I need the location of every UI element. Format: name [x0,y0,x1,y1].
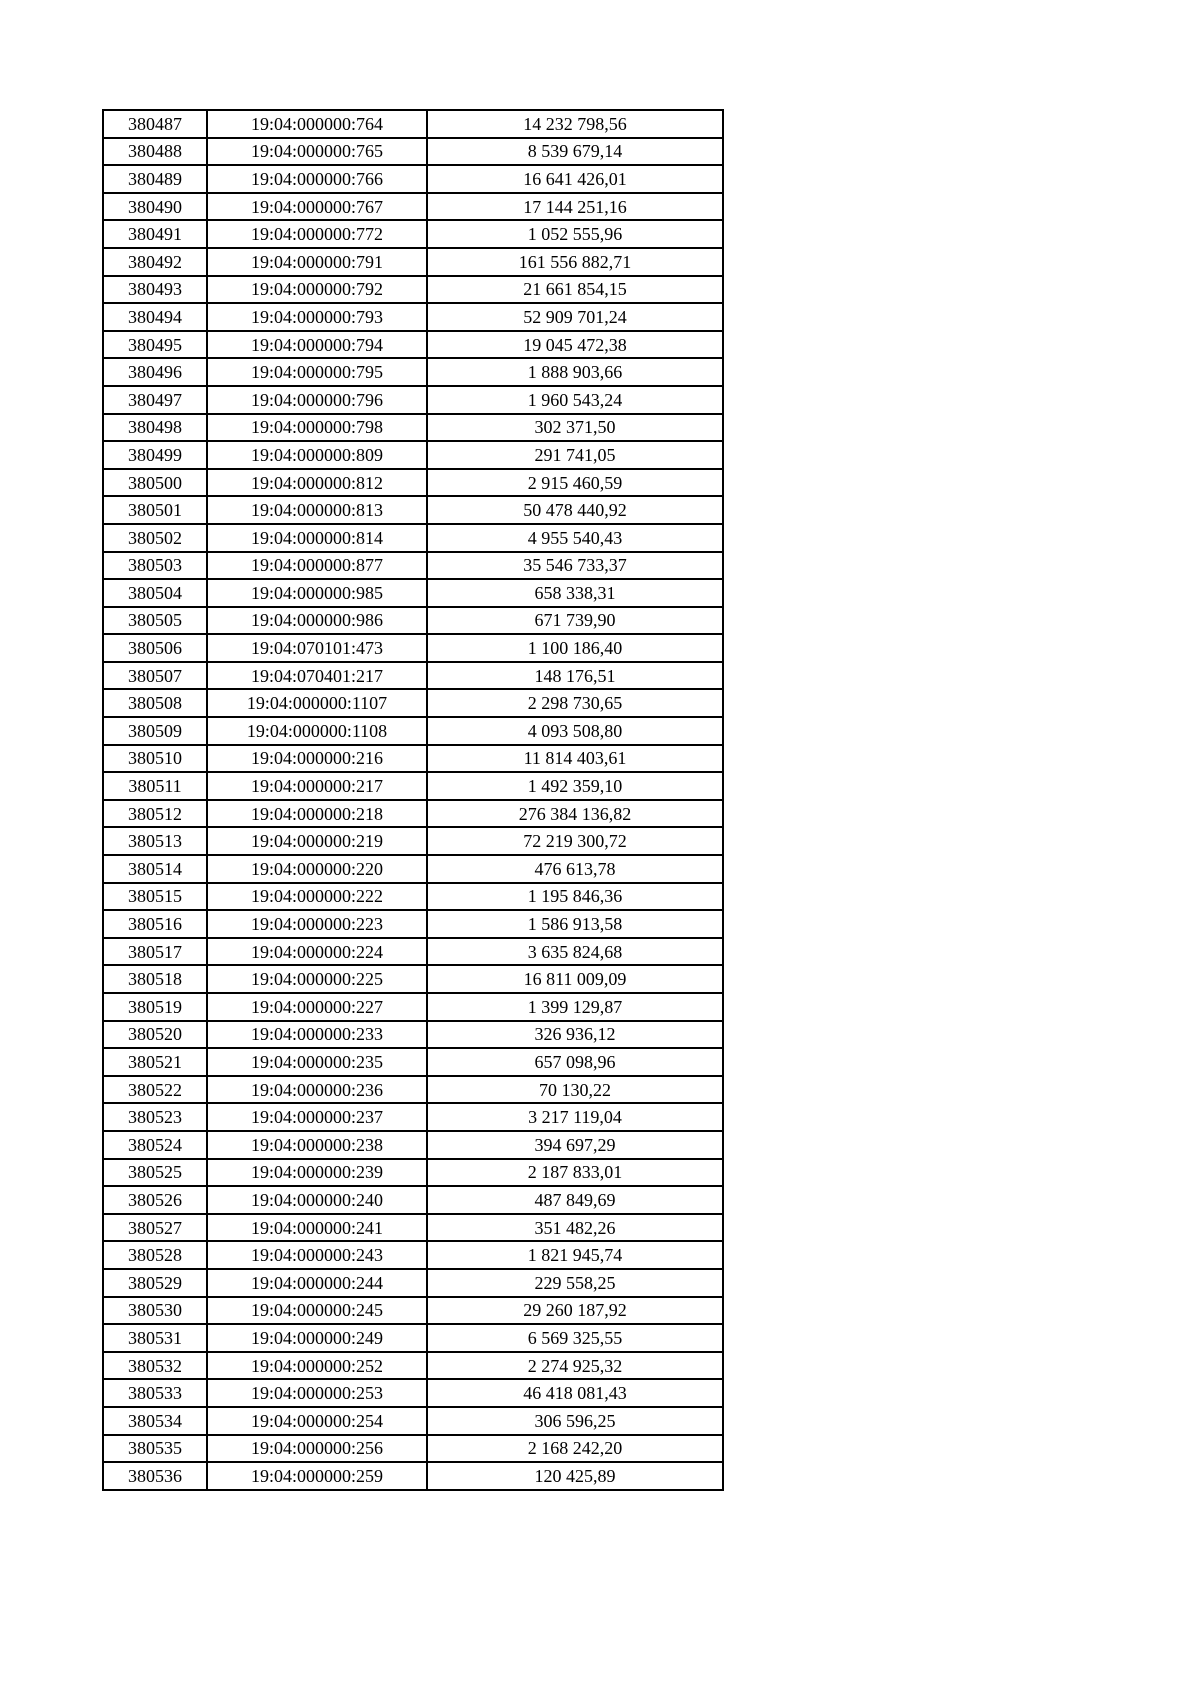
cadastral-number-cell: 19:04:000000:795 [207,358,427,386]
row-number-cell: 380508 [103,689,207,717]
cadastral-value-cell: 276 384 136,82 [427,800,723,828]
cadastral-value-cell: 6 569 325,55 [427,1324,723,1352]
cadastral-value-cell: 1 492 359,10 [427,772,723,800]
cadastral-value-cell: 120 425,89 [427,1462,723,1490]
cadastral-number-cell: 19:04:000000:225 [207,965,427,993]
row-number-cell: 380521 [103,1048,207,1076]
cadastral-number-cell: 19:04:000000:253 [207,1379,427,1407]
table-row [103,1076,723,1104]
cadastral-value-cell: 19 045 472,38 [427,331,723,359]
row-number-cell: 380511 [103,772,207,800]
cadastral-value-cell: 2 168 242,20 [427,1435,723,1463]
cadastral-number-cell: 19:04:000000:238 [207,1131,427,1159]
cadastral-value-cell: 326 936,12 [427,1021,723,1049]
table-row [103,1435,723,1463]
row-number-cell: 380518 [103,965,207,993]
row-number-cell: 380504 [103,579,207,607]
cadastral-number-cell: 19:04:000000:222 [207,883,427,911]
table-row [103,883,723,911]
row-number-cell: 380524 [103,1131,207,1159]
cadastral-value-cell: 4 955 540,43 [427,524,723,552]
row-number-cell: 380530 [103,1297,207,1325]
cadastral-value-cell: 70 130,22 [427,1076,723,1104]
row-number-cell: 380516 [103,910,207,938]
cadastral-value-cell: 2 187 833,01 [427,1159,723,1187]
row-number-cell: 380487 [103,110,207,138]
cadastral-value-cell: 351 482,26 [427,1214,723,1242]
row-number-cell: 380489 [103,165,207,193]
row-number-cell: 380514 [103,855,207,883]
row-number-cell: 380503 [103,552,207,580]
table-row [103,1159,723,1187]
table-row [103,1186,723,1214]
cadastral-value-cell: 658 338,31 [427,579,723,607]
table-row [103,138,723,166]
row-number-cell: 380520 [103,1021,207,1049]
cadastral-number-cell: 19:04:000000:236 [207,1076,427,1104]
row-number-cell: 380534 [103,1407,207,1435]
table-row [103,634,723,662]
cadastral-number-cell: 19:04:000000:237 [207,1103,427,1131]
row-number-cell: 380495 [103,331,207,359]
cadastral-number-cell: 19:04:000000:812 [207,469,427,497]
cadastral-number-cell: 19:04:000000:813 [207,496,427,524]
row-number-cell: 380499 [103,441,207,469]
row-number-cell: 380509 [103,717,207,745]
table-row [103,276,723,304]
cadastral-number-cell: 19:04:000000:792 [207,276,427,304]
table-row [103,938,723,966]
table-row [103,827,723,855]
row-number-cell: 380502 [103,524,207,552]
cadastral-number-cell: 19:04:000000:220 [207,855,427,883]
table-row [103,855,723,883]
table-row [103,496,723,524]
table-row [103,662,723,690]
cadastral-number-cell: 19:04:000000:216 [207,745,427,773]
table-row [103,993,723,1021]
cadastral-value-cell: 21 661 854,15 [427,276,723,304]
table-row [103,358,723,386]
cadastral-value-cell: 4 093 508,80 [427,717,723,745]
cadastral-number-cell: 19:04:000000:259 [207,1462,427,1490]
row-number-cell: 380519 [103,993,207,1021]
cadastral-value-cell: 161 556 882,71 [427,248,723,276]
cadastral-value-cell: 1 195 846,36 [427,883,723,911]
cadastral-number-cell: 19:04:000000:223 [207,910,427,938]
table-row [103,689,723,717]
row-number-cell: 380491 [103,220,207,248]
cadastral-number-cell: 19:04:000000:252 [207,1352,427,1380]
cadastral-number-cell: 19:04:000000:241 [207,1214,427,1242]
row-number-cell: 380497 [103,386,207,414]
cadastral-value-cell: 14 232 798,56 [427,110,723,138]
row-number-cell: 380500 [103,469,207,497]
cadastral-value-cell: 35 546 733,37 [427,552,723,580]
cadastral-value-cell: 50 478 440,92 [427,496,723,524]
cadastral-value-cell: 2 298 730,65 [427,689,723,717]
cadastral-number-cell: 19:04:000000:986 [207,607,427,635]
row-number-cell: 380505 [103,607,207,635]
table-row [103,441,723,469]
row-number-cell: 380498 [103,414,207,442]
cadastral-number-cell: 19:04:070401:217 [207,662,427,690]
table-row [103,1103,723,1131]
row-number-cell: 380528 [103,1241,207,1269]
cadastral-number-cell: 19:04:070101:473 [207,634,427,662]
table-row [103,303,723,331]
cadastral-value-cell: 302 371,50 [427,414,723,442]
cadastral-number-cell: 19:04:000000:809 [207,441,427,469]
row-number-cell: 380506 [103,634,207,662]
cadastral-number-cell: 19:04:000000:256 [207,1435,427,1463]
cadastral-number-cell: 19:04:000000:219 [207,827,427,855]
cadastral-number-cell: 19:04:000000:239 [207,1159,427,1187]
table-body [103,110,723,1490]
cadastral-value-cell: 8 539 679,14 [427,138,723,166]
cadastral-number-cell: 19:04:000000:233 [207,1021,427,1049]
cadastral-number-cell: 19:04:000000:772 [207,220,427,248]
cadastral-value-cell: 487 849,69 [427,1186,723,1214]
row-number-cell: 380527 [103,1214,207,1242]
cadastral-number-cell: 19:04:000000:227 [207,993,427,1021]
cadastral-value-cell: 306 596,25 [427,1407,723,1435]
cadastral-number-cell: 19:04:000000:1108 [207,717,427,745]
cadastral-value-cell: 148 176,51 [427,662,723,690]
table-row [103,772,723,800]
table-row [103,1407,723,1435]
row-number-cell: 380533 [103,1379,207,1407]
cadastral-number-cell: 19:04:000000:793 [207,303,427,331]
row-number-cell: 380523 [103,1103,207,1131]
cadastral-value-cell: 52 909 701,24 [427,303,723,331]
cadastral-number-cell: 19:04:000000:798 [207,414,427,442]
cadastral-number-cell: 19:04:000000:218 [207,800,427,828]
cadastral-value-cell: 1 052 555,96 [427,220,723,248]
cadastral-value-cell: 2 274 925,32 [427,1352,723,1380]
table-row [103,1324,723,1352]
cadastral-value-cell: 671 739,90 [427,607,723,635]
table-row [103,800,723,828]
cadastral-number-cell: 19:04:000000:814 [207,524,427,552]
table-row [103,524,723,552]
cadastral-number-cell: 19:04:000000:794 [207,331,427,359]
table-row [103,165,723,193]
row-number-cell: 380493 [103,276,207,304]
row-number-cell: 380507 [103,662,207,690]
cadastral-number-cell: 19:04:000000:217 [207,772,427,800]
cadastral-number-cell: 19:04:000000:765 [207,138,427,166]
row-number-cell: 380488 [103,138,207,166]
row-number-cell: 380512 [103,800,207,828]
table-row [103,1462,723,1490]
row-number-cell: 380532 [103,1352,207,1380]
cadastral-number-cell: 19:04:000000:791 [207,248,427,276]
cadastral-number-cell: 19:04:000000:796 [207,386,427,414]
table-row [103,220,723,248]
cadastral-value-cell: 1 960 543,24 [427,386,723,414]
cadastral-value-cell: 72 219 300,72 [427,827,723,855]
row-number-cell: 380501 [103,496,207,524]
cadastral-value-cell: 29 260 187,92 [427,1297,723,1325]
cadastral-number-cell: 19:04:000000:224 [207,938,427,966]
cadastral-value-cell: 2 915 460,59 [427,469,723,497]
cadastral-value-cell: 1 100 186,40 [427,634,723,662]
row-number-cell: 380522 [103,1076,207,1104]
cadastral-value-cell: 394 697,29 [427,1131,723,1159]
table-row [103,745,723,773]
row-number-cell: 380494 [103,303,207,331]
row-number-cell: 380496 [103,358,207,386]
table-row [103,110,723,138]
cadastral-value-cell: 1 399 129,87 [427,993,723,1021]
cadastral-number-cell: 19:04:000000:249 [207,1324,427,1352]
cadastral-value-cell: 229 558,25 [427,1269,723,1297]
table-row [103,193,723,221]
cadastral-value-cell: 476 613,78 [427,855,723,883]
row-number-cell: 380526 [103,1186,207,1214]
table-row [103,1297,723,1325]
cadastral-value-cell: 11 814 403,61 [427,745,723,773]
cadastral-number-cell: 19:04:000000:766 [207,165,427,193]
cadastral-value-cell: 16 811 009,09 [427,965,723,993]
table-row [103,1241,723,1269]
table-row [103,579,723,607]
cadastral-value-cell: 1 888 903,66 [427,358,723,386]
cadastral-value-cell: 3 635 824,68 [427,938,723,966]
table-row [103,386,723,414]
table-row [103,717,723,745]
table-row [103,1131,723,1159]
table-row [103,1021,723,1049]
cadastral-value-cell: 46 418 081,43 [427,1379,723,1407]
table-row [103,1269,723,1297]
row-number-cell: 380513 [103,827,207,855]
cadastral-number-cell: 19:04:000000:764 [207,110,427,138]
row-number-cell: 380517 [103,938,207,966]
cadastral-number-cell: 19:04:000000:254 [207,1407,427,1435]
row-number-cell: 380529 [103,1269,207,1297]
table-row [103,1379,723,1407]
table-row [103,965,723,993]
table-row [103,607,723,635]
row-number-cell: 380492 [103,248,207,276]
row-number-cell: 380525 [103,1159,207,1187]
cadastral-number-cell: 19:04:000000:245 [207,1297,427,1325]
cadastral-number-cell: 19:04:000000:1107 [207,689,427,717]
cadastral-value-cell: 3 217 119,04 [427,1103,723,1131]
row-number-cell: 380535 [103,1435,207,1463]
cadastral-number-cell: 19:04:000000:244 [207,1269,427,1297]
table-row [103,1214,723,1242]
table-row [103,414,723,442]
row-number-cell: 380510 [103,745,207,773]
table-row [103,910,723,938]
cadastral-number-cell: 19:04:000000:240 [207,1186,427,1214]
cadastral-value-table [102,109,724,1491]
row-number-cell: 380515 [103,883,207,911]
table-row [103,1048,723,1076]
cadastral-number-cell: 19:04:000000:877 [207,552,427,580]
cadastral-value-cell: 291 741,05 [427,441,723,469]
cadastral-number-cell: 19:04:000000:235 [207,1048,427,1076]
table-row [103,469,723,497]
cadastral-value-cell: 657 098,96 [427,1048,723,1076]
table-row [103,331,723,359]
table-row [103,248,723,276]
cadastral-number-cell: 19:04:000000:767 [207,193,427,221]
cadastral-value-cell: 16 641 426,01 [427,165,723,193]
cadastral-value-cell: 1 821 945,74 [427,1241,723,1269]
table-row [103,552,723,580]
table-row [103,1352,723,1380]
cadastral-number-cell: 19:04:000000:985 [207,579,427,607]
cadastral-value-cell: 1 586 913,58 [427,910,723,938]
row-number-cell: 380490 [103,193,207,221]
cadastral-value-cell: 17 144 251,16 [427,193,723,221]
row-number-cell: 380536 [103,1462,207,1490]
row-number-cell: 380531 [103,1324,207,1352]
cadastral-number-cell: 19:04:000000:243 [207,1241,427,1269]
